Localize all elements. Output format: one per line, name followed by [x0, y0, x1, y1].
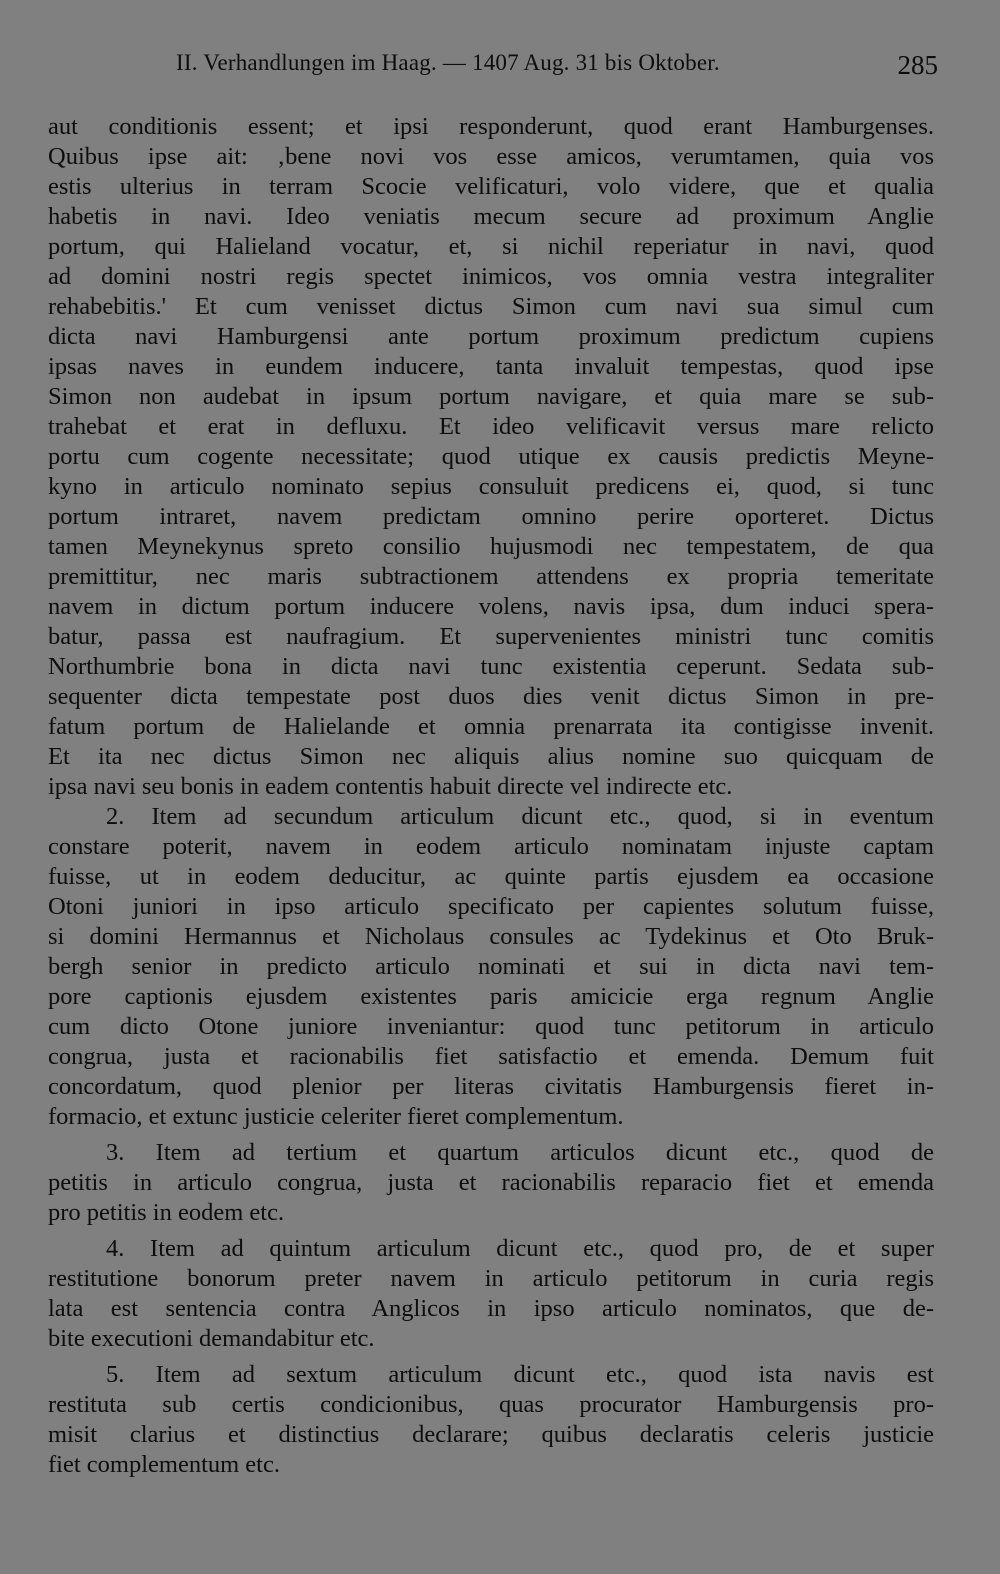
text-line: si domini Hermannus et Nicholaus consules ac Tydekinus et Oto Bruk-	[48, 923, 934, 950]
text-line: ad domini nostri regis spectet inimicos, vos omnia vestra integraliter	[48, 263, 934, 290]
text-line: dicta navi Hamburgensi ante portum proximum predictum cupiens	[48, 323, 934, 350]
text-line: Et ita nec dictus Simon nec aliquis alius nomine suo quicquam de	[48, 743, 934, 770]
text-line: trahebat et erat in defluxu. Et ideo velificavit versus mare relicto	[48, 413, 934, 440]
text-line: pore captionis ejusdem existentes paris amicicie erga regnum Anglie	[48, 983, 934, 1010]
text-line: cum dicto Otone juniore inveniantur: quod tunc petitorum in articulo	[48, 1013, 934, 1040]
text-line: lata est sentencia contra Anglicos in ipso articulo nominatos, que de-	[48, 1295, 934, 1322]
running-title: II. Verhandlungen im Haag. — 1407 Aug. 31 bis Oktober.	[176, 50, 720, 75]
text-line: ipsas naves in eundem inducere, tanta invaluit tempestas, quod ipse	[48, 353, 934, 380]
text-line: portum, qui Halieland vocatur, et, si nichil reperiatur in navi, quod	[48, 233, 934, 260]
text-line: ipsa navi seu bonis in eadem contentis habuit directe vel indirecte etc.	[48, 773, 733, 800]
text-line: rehabebitis.' Et cum venisset dictus Simon cum navi sua simul cum	[48, 293, 934, 320]
text-line: portum intraret, navem predictam omnino perire oporteret. Dictus	[48, 503, 934, 530]
paragraph-5	[48, 1360, 934, 1480]
text-line: petitis in articulo congrua, justa et racionabilis reparacio fiet et emenda	[48, 1169, 934, 1196]
text-line: tamen Meynekynus spreto consilio hujusmodi nec tempestatem, de qua	[48, 533, 934, 560]
text-line: 3. Item ad tertium et quartum articulos dicunt etc., quod de	[106, 1139, 934, 1166]
text-line: congrua, justa et racionabilis fiet satisfactio et emenda. Demum fuit	[48, 1043, 934, 1070]
text-line: concordatum, quod plenior per literas civitatis Hamburgensis fieret in-	[48, 1073, 934, 1100]
text-line: kyno in articulo nominato sepius consuluit predicens ei, quod, si tunc	[48, 473, 934, 500]
text-line: fiet complementum etc.	[48, 1451, 280, 1478]
text-line: navem in dictum portum inducere volens, navis ipsa, dum induci spera-	[48, 593, 934, 620]
text-line: bergh senior in predicto articulo nominati et sui in dicta navi tem-	[48, 953, 934, 980]
text-line: fuisse, ut in eodem deducitur, ac quinte partis ejusdem ea occasione	[48, 863, 934, 890]
text-line: portu cum cogente necessitate; quod utique ex causis predictis Meyne-	[48, 443, 934, 470]
text-line: constare poterit, navem in eodem articulo nominatam injuste captam	[48, 833, 934, 860]
text-line: estis ulterius in terram Scocie velificaturi, volo videre, que et qualia	[48, 173, 934, 200]
text-line: sequenter dicta tempestate post duos dies venit dictus Simon in pre-	[48, 683, 934, 710]
text-line: 5. Item ad sextum articulum dicunt etc., quod ista navis est	[106, 1361, 934, 1388]
text-line: misit clarius et distinctius declarare; quibus declaratis celeris justicie	[48, 1421, 934, 1448]
text-line: Northumbrie bona in dicta navi tunc existentia ceperunt. Sedata sub-	[48, 653, 934, 680]
text-line: bite executioni demandabitur etc.	[48, 1325, 375, 1352]
text-line: 4. Item ad quintum articulum dicunt etc., quod pro, de et super	[106, 1235, 934, 1262]
text-line: formacio, et extunc justicie celeriter fieret complementum.	[48, 1103, 624, 1130]
text-line: batur, passa est naufragium. Et supervenientes ministri tunc comitis	[48, 623, 934, 650]
text-line: Otoni juniori in ipso articulo specificato per capientes solutum fuisse,	[48, 893, 934, 920]
text-line: aut conditionis essent; et ipsi responderunt, quod erant Hamburgenses.	[48, 113, 934, 140]
paragraph-2	[48, 802, 934, 1132]
page-number: 285	[897, 50, 938, 80]
paragraph-1	[48, 112, 934, 802]
text-line: premittitur, nec maris subtractionem attendens ex propria temeritate	[48, 563, 934, 590]
body-text	[48, 112, 934, 1480]
paragraph-4	[48, 1234, 934, 1354]
text-line: habetis in navi. Ideo veniatis mecum secure ad proximum Anglie	[48, 203, 934, 230]
paragraph-3	[48, 1138, 934, 1228]
text-line: restitutione bonorum preter navem in articulo petitorum in curia regis	[48, 1265, 934, 1292]
text-line: Simon non audebat in ipsum portum navigare, et quia mare se sub-	[48, 383, 934, 410]
text-line: 2. Item ad secundum articulum dicunt etc., quod, si in eventum	[106, 803, 934, 830]
text-line: pro petitis in eodem etc.	[48, 1199, 285, 1226]
text-line: fatum portum de Halielande et omnia prenarrata ita contigisse invenit.	[48, 713, 934, 740]
text-line: Quibus ipse ait: ‚bene novi vos esse amicos, verumtamen, quia vos	[48, 143, 934, 170]
text-line: restituta sub certis condicionibus, quas procurator Hamburgensis pro-	[48, 1391, 934, 1418]
